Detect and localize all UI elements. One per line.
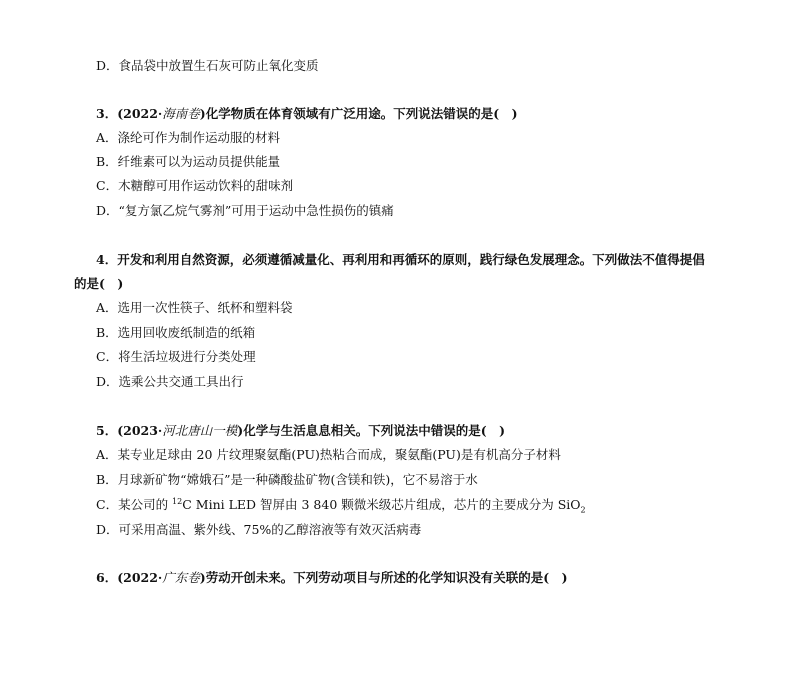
q4-option-a: A．选用一次性筷子、纸杯和塑料袋 xyxy=(96,300,293,315)
q3-option-d: D．“复方氯乙烷气雾剂”可用于运动中急性损伤的镇痛 xyxy=(96,203,394,218)
q5-option-a: A．某专业足球由 20 片纹理聚氨酯(PU)热粘合而成，聚氨酯(PU)是有机高分子材料 xyxy=(96,447,561,462)
source-open: (2023· xyxy=(117,423,163,438)
question-4-stem-line2: 的是( ) xyxy=(74,276,124,291)
q5-option-d: D．可采用高温、紫外线、75%的乙醇溶液等有效灭活病毒 xyxy=(96,522,422,537)
source-name: 海南卷 xyxy=(162,106,200,121)
question-text: 劳动开创未来。下列劳动项目与所述的化学知识没有关联的是( ) xyxy=(205,570,568,585)
q4-option-c: C．将生活垃圾进行分类处理 xyxy=(96,349,256,364)
source-name: 广东卷 xyxy=(162,570,200,585)
q5-option-c xyxy=(96,497,586,513)
question-6-stem xyxy=(96,570,568,586)
q4-option-d: D．选乘公共交通工具出行 xyxy=(96,374,244,389)
q2-option-d: D．食品袋中放置生石灰可防止氧化变质 xyxy=(96,58,319,73)
source-close: ) xyxy=(199,106,206,121)
question-number: 6． xyxy=(96,570,118,585)
formula-subscript: 2 xyxy=(580,505,586,515)
isotope-mass-number: 12 xyxy=(172,496,183,506)
option-c-prefix: C．某公司的 xyxy=(96,497,173,512)
question-4-stem-line1: 4．开发和利用自然资源，必须遵循减量化、再利用和再循环的原则，践行绿色发展理念。下列做法不值得提倡 xyxy=(96,252,705,267)
question-number: 3． xyxy=(96,106,118,121)
question-5-stem xyxy=(96,423,505,439)
q3-option-c: C．木糖醇可用作运动饮料的甜味剂 xyxy=(96,178,294,193)
source-open: (2022· xyxy=(117,106,163,121)
q3-option-b: B．纤维素可以为运动员提供能量 xyxy=(96,154,281,169)
question-3-stem xyxy=(96,106,518,122)
source-close: ) xyxy=(199,570,206,585)
q3-option-a: A．涤纶可作为制作运动服的材料 xyxy=(96,130,281,145)
q5-option-b: B．月球新矿物“嫦娥石”是一种磷酸盐矿物(含镁和铁)，它不易溶于水 xyxy=(96,472,478,487)
question-text: 化学与生活息息相关。下列说法中错误的是( ) xyxy=(243,423,506,438)
source-close: ) xyxy=(237,423,244,438)
source-open: (2022· xyxy=(117,570,163,585)
source-name: 河北唐山一模 xyxy=(162,423,238,438)
q4-option-b: B．选用回收废纸制造的纸箱 xyxy=(96,325,256,340)
question-number: 5． xyxy=(96,423,118,438)
question-text: 化学物质在体育领域有广泛用途。下列说法错误的是( ) xyxy=(205,106,518,121)
option-c-middle: C Mini LED 智屏由 3 840 颗微米级芯片组成，芯片的主要成分为 SiO xyxy=(182,497,581,512)
